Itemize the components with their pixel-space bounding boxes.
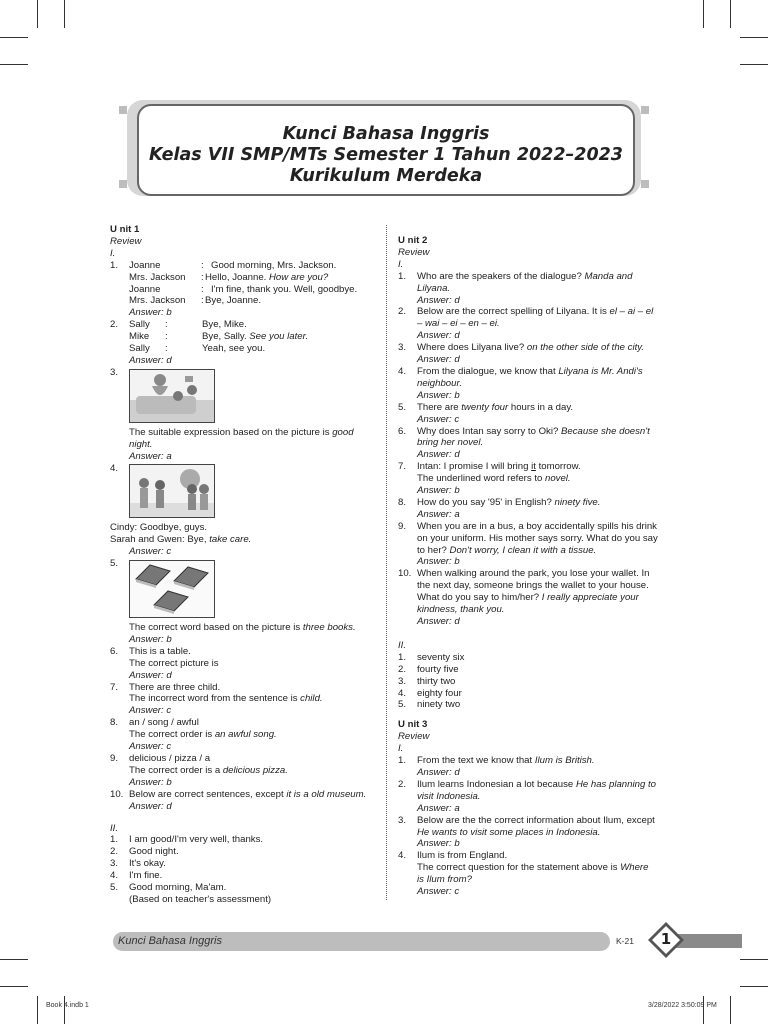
answer-label: Answer: a <box>129 450 172 462</box>
dialogue-line: Sarah and Gwen: Bye, take care. <box>110 534 252 546</box>
question-text: the next day, someone brings the wallet to your house. <box>417 580 649 592</box>
list-item: 2. Good night. <box>110 846 179 858</box>
title-banner <box>127 100 643 198</box>
question-item: 6. Why does Intan say sorry to Oki? Because she doesn't <box>398 425 650 437</box>
question-text-cont: is Ilum from? <box>417 874 472 886</box>
list-item: 2. fourty five <box>398 663 459 675</box>
answer-label: Answer: d <box>129 669 172 681</box>
section-label: II. <box>398 639 406 651</box>
question-text-cont: Lilyana. <box>417 282 451 294</box>
crop-mark <box>740 37 768 38</box>
question-item: 4. Ilum is from England. <box>398 850 508 862</box>
question-number: 5. <box>110 558 119 570</box>
question-text: What do you say to him/her? I really appreciate your <box>417 592 639 604</box>
crop-mark <box>37 996 38 1024</box>
crop-mark <box>64 0 65 28</box>
title-line-2: Kelas VII SMP/MTs Semester 1 Tahun 2022–2023 <box>149 145 623 165</box>
question-text-cont: bring her novel. <box>417 437 484 449</box>
review-label: Review <box>398 731 430 743</box>
answer-label: Answer: d <box>417 294 460 306</box>
question-item: 9. When you are in a bus, a boy accidentally spills his drink <box>398 520 657 532</box>
answer-label: Answer: c <box>129 741 172 753</box>
list-item: 4. eighty four <box>398 687 462 699</box>
slug-file: Book 4.indb 1 <box>46 1002 89 1009</box>
question-item: 1. Joanne : Good morning, Mrs. Jackson. <box>110 259 337 271</box>
answer-label: Answer: d <box>129 354 172 366</box>
question-text: The correct word based on the picture is three books. <box>129 622 356 634</box>
spacer <box>398 628 666 640</box>
corner-ornament <box>119 106 127 114</box>
dialogue-line: Mrs. Jackson :Hello, Joanne. How are you? <box>129 271 329 283</box>
unit-heading: U nit 1 <box>110 224 140 235</box>
question-item: 1. From the text we know that Ilum is British. <box>398 755 595 767</box>
spacer <box>110 813 382 823</box>
question-text: The correct order is an awful song. <box>129 729 277 741</box>
illustration-bedtime <box>129 369 215 423</box>
corner-ornament <box>641 180 649 188</box>
crop-mark <box>730 0 731 28</box>
question-text-cont: visit Indonesia. <box>417 790 481 802</box>
title-panel <box>137 104 635 196</box>
answer-label: Answer: b <box>417 485 460 497</box>
answer-label: Answer: b <box>417 838 460 850</box>
answer-label: Answer: c <box>417 886 460 898</box>
answer-label: Answer: b <box>129 776 172 788</box>
crop-mark <box>64 996 65 1024</box>
answer-label: Answer: d <box>129 800 172 812</box>
crop-mark <box>0 37 28 38</box>
unit-heading: U nit 2 <box>398 235 428 246</box>
dialogue-line: Mike : Bye, Sally. See you later. <box>129 331 309 343</box>
question-text: The incorrect word from the sentence is child. <box>129 693 323 705</box>
list-item: 1. I am good/I'm very well, thanks. <box>110 834 264 846</box>
answer-label: Answer: b <box>417 556 460 568</box>
crop-mark <box>0 986 28 987</box>
crop-mark <box>703 996 704 1024</box>
question-text-cont: neighbour. <box>417 377 462 389</box>
dialogue-line: Sally : Yeah, see you. <box>129 343 266 355</box>
list-item: 3. thirty two <box>398 675 456 687</box>
answer-label: Answer: d <box>417 766 460 778</box>
answer-label: Answer: b <box>129 633 172 645</box>
crop-mark <box>740 64 768 65</box>
corner-ornament <box>641 106 649 114</box>
question-number: 3. <box>110 366 119 378</box>
review-label: Review <box>398 246 430 258</box>
crop-mark <box>740 959 768 960</box>
illustration-goodbye <box>129 464 215 518</box>
question-item: 1. Who are the speakers of the dialogue? Manda and <box>398 270 633 282</box>
question-text: The correct question for the statement above is Where <box>417 862 649 874</box>
question-item: 7. There are three child. <box>110 681 221 693</box>
section-label: I. <box>398 258 404 270</box>
illustration-books <box>129 560 215 618</box>
footer-label: Kunci Bahasa Inggris <box>118 935 222 947</box>
question-item: 2. Ilum learns Indonesian a lot because He has planning to <box>398 778 656 790</box>
list-item: 1. seventy six <box>398 651 465 663</box>
question-item: 10. Below are correct sentences, except it is a old museum. <box>110 788 367 800</box>
answer-label: Answer: d <box>417 330 460 342</box>
question-text: The correct picture is <box>129 657 219 669</box>
question-item: 2. Sally : Bye, Mike. <box>110 319 247 331</box>
question-text-cont: kindness, thank you. <box>417 604 505 616</box>
review-label: Review <box>110 235 142 247</box>
corner-ornament <box>119 180 127 188</box>
title-line-3: Kurikulum Merdeka <box>289 166 483 186</box>
unit-heading: U nit 3 <box>398 719 428 731</box>
dialogue-line: Mrs. Jackson :Bye, Joanne. <box>129 295 262 307</box>
question-item: 9. delicious / pizza / a <box>110 753 211 764</box>
question-item: 5. There are twenty four hours in a day. <box>398 401 574 413</box>
question-item: 8. an / song / awful <box>110 717 199 729</box>
title-line-1: Kunci Bahasa Inggris <box>282 124 490 144</box>
question-text-cont: night. <box>129 438 153 450</box>
question-text: to her? Don't worry, I clean it with a tissue. <box>417 544 597 556</box>
question-item: 6. This is a table. <box>110 645 191 657</box>
section-label: II. <box>110 822 118 834</box>
page-code: K-21 <box>616 936 634 946</box>
answer-label: Answer: d <box>417 616 460 627</box>
crop-mark <box>740 986 768 987</box>
slug-date: 3/28/2022 3:50:09 PM <box>648 1002 717 1009</box>
answer-label: Answer: d <box>417 354 460 366</box>
crop-mark <box>703 0 704 28</box>
page-number: 1 <box>660 930 672 948</box>
answer-label: Answer: a <box>417 802 460 814</box>
question-item: 7. Intan: I promise I will bring it tomorrow. <box>398 461 581 473</box>
answer-label: Answer: c <box>417 413 460 425</box>
question-text: on your uniform. His mother says sorry. What do you say <box>417 532 658 544</box>
page-number-badge <box>646 920 686 960</box>
column-divider <box>386 225 387 900</box>
left-column <box>110 224 382 906</box>
answer-label: Answer: c <box>129 705 172 717</box>
answer-label: Answer: a <box>417 508 460 520</box>
answer-label: Answer: c <box>129 546 172 558</box>
question-item: 3. Where does Lilyana live? on the other side of the city. <box>398 342 645 354</box>
dialogue-line: Joanne : I'm fine, thank you. Well, goodbye. <box>129 283 358 295</box>
list-item: 5. ninety two <box>398 699 461 711</box>
question-item: 2. Below are the correct spelling of Lilyana. It is el – ai – el <box>398 306 654 318</box>
question-item: 10. When walking around the park, you lose your wallet. In <box>398 568 650 580</box>
list-item: 4. I'm fine. <box>110 870 163 882</box>
question-item: 4. From the dialogue, we know that Lilyana is Mr. Andi's <box>398 365 643 377</box>
list-item: 3. It's okay. <box>110 858 166 870</box>
question-item: 8. How do you say '95' in English? ninety five. <box>398 496 601 508</box>
answer-label: Answer: b <box>129 307 172 319</box>
crop-mark <box>730 996 731 1024</box>
question-text: The suitable expression based on the picture is good <box>129 426 354 438</box>
answer-label: Answer: b <box>417 389 460 401</box>
question-item: 3. Below are the the correct information about Ilum, except <box>398 814 655 826</box>
note-text: (Based on teacher's assessment) <box>129 893 272 905</box>
right-column <box>398 235 666 898</box>
question-number: 4. <box>110 462 119 474</box>
dialogue-line: Cindy: Goodbye, guys. <box>110 522 208 534</box>
question-text: The underlined word refers to novel. <box>417 473 571 485</box>
crop-mark <box>0 64 28 65</box>
section-label: I. <box>110 247 116 259</box>
list-item: 5. Good morning, Ma'am. <box>110 882 227 894</box>
spacer <box>398 711 666 719</box>
crop-mark <box>37 0 38 28</box>
crop-mark <box>0 959 28 960</box>
question-text-cont: – wai – ei – en – ei. <box>417 318 500 330</box>
section-label: I. <box>398 743 404 755</box>
answer-label: Answer: d <box>417 449 460 461</box>
question-text-cont: He wants to visit some places in Indonesia. <box>417 826 601 838</box>
question-text: The correct order is a delicious pizza. <box>129 764 288 776</box>
